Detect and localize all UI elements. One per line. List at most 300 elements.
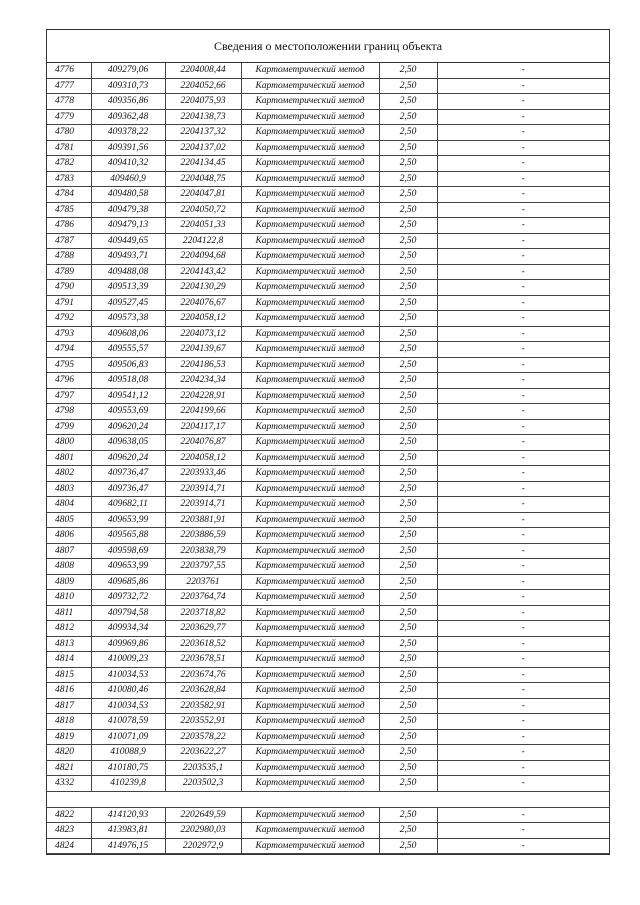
- table-row: [47, 590, 609, 606]
- description: -: [437, 698, 609, 714]
- table-row: [47, 63, 609, 78]
- x-coordinate: 409620,24: [91, 450, 165, 466]
- y-coordinate: 2203838,79: [165, 543, 241, 559]
- method: Картометрический метод: [241, 745, 379, 761]
- accuracy: 2,50: [379, 342, 437, 358]
- y-coordinate: 2203622,27: [165, 745, 241, 761]
- y-coordinate: 2204139,67: [165, 342, 241, 358]
- table-row: [47, 342, 609, 358]
- accuracy: 2,50: [379, 311, 437, 327]
- x-coordinate: 410034,53: [91, 667, 165, 683]
- description: -: [437, 450, 609, 466]
- accuracy: 2,50: [379, 140, 437, 156]
- description: -: [437, 388, 609, 404]
- y-coordinate: 2203578,22: [165, 729, 241, 745]
- method: Картометрический метод: [241, 729, 379, 745]
- accuracy: 2,50: [379, 838, 437, 854]
- table-title: Сведения о местоположении границ объекта: [47, 30, 609, 63]
- y-coordinate: 2203933,46: [165, 466, 241, 482]
- x-coordinate: 410239,8: [91, 776, 165, 792]
- x-coordinate: 409608,06: [91, 326, 165, 342]
- y-coordinate: 2204058,12: [165, 311, 241, 327]
- point-number: 4793: [47, 326, 91, 342]
- description: -: [437, 543, 609, 559]
- x-coordinate: 409493,71: [91, 249, 165, 265]
- description: -: [437, 528, 609, 544]
- y-coordinate: 2204094,68: [165, 249, 241, 265]
- x-coordinate: 409573,38: [91, 311, 165, 327]
- method: Картометрический метод: [241, 838, 379, 854]
- table-row: [47, 652, 609, 668]
- point-number: 4804: [47, 497, 91, 513]
- y-coordinate: 2203718,82: [165, 605, 241, 621]
- description: -: [437, 125, 609, 141]
- point-number: 4818: [47, 714, 91, 730]
- y-coordinate: 2204186,53: [165, 357, 241, 373]
- description: -: [437, 63, 609, 78]
- method: Картометрический метод: [241, 823, 379, 839]
- description: -: [437, 233, 609, 249]
- method: Картометрический метод: [241, 249, 379, 265]
- point-number: 4813: [47, 636, 91, 652]
- point-number: 4802: [47, 466, 91, 482]
- point-number: 4789: [47, 264, 91, 280]
- point-number: 4794: [47, 342, 91, 358]
- table-row: [47, 745, 609, 761]
- table-row: [47, 667, 609, 683]
- point-number: 4823: [47, 823, 91, 839]
- method: Картометрический метод: [241, 497, 379, 513]
- accuracy: 2,50: [379, 295, 437, 311]
- x-coordinate: 409480,58: [91, 187, 165, 203]
- x-coordinate: 409362,48: [91, 109, 165, 125]
- accuracy: 2,50: [379, 404, 437, 420]
- description: -: [437, 94, 609, 110]
- description: -: [437, 636, 609, 652]
- table-row: [47, 481, 609, 497]
- table-row: [47, 466, 609, 482]
- x-coordinate: 409479,13: [91, 218, 165, 234]
- y-coordinate: 2203552,91: [165, 714, 241, 730]
- table-row: [47, 78, 609, 94]
- point-number: 4806: [47, 528, 91, 544]
- table-row: [47, 140, 609, 156]
- accuracy: 2,50: [379, 78, 437, 94]
- method: Картометрический метод: [241, 543, 379, 559]
- accuracy: 2,50: [379, 109, 437, 125]
- method: Картометрический метод: [241, 373, 379, 389]
- point-number: 4776: [47, 63, 91, 78]
- point-number: 4817: [47, 698, 91, 714]
- table-row: [47, 760, 609, 776]
- accuracy: 2,50: [379, 621, 437, 637]
- description: -: [437, 326, 609, 342]
- method: Картометрический метод: [241, 776, 379, 792]
- y-coordinate: 2204234,34: [165, 373, 241, 389]
- method: Картометрический метод: [241, 481, 379, 497]
- description: -: [437, 435, 609, 451]
- description: -: [437, 776, 609, 792]
- accuracy: 2,50: [379, 264, 437, 280]
- table-row: [47, 714, 609, 730]
- method: Картометрический метод: [241, 512, 379, 528]
- accuracy: 2,50: [379, 63, 437, 78]
- method: Картометрический метод: [241, 326, 379, 342]
- description: -: [437, 202, 609, 218]
- table-row: [47, 419, 609, 435]
- point-number: 4795: [47, 357, 91, 373]
- point-number: 4798: [47, 404, 91, 420]
- accuracy: 2,50: [379, 94, 437, 110]
- accuracy: 2,50: [379, 823, 437, 839]
- method: Картометрический метод: [241, 636, 379, 652]
- point-number: 4784: [47, 187, 91, 203]
- description: -: [437, 574, 609, 590]
- description: -: [437, 249, 609, 265]
- method: Картометрический метод: [241, 590, 379, 606]
- table-row: [47, 823, 609, 839]
- y-coordinate: 2203618,52: [165, 636, 241, 652]
- description: -: [437, 466, 609, 482]
- x-coordinate: 409391,56: [91, 140, 165, 156]
- x-coordinate: 409356,86: [91, 94, 165, 110]
- y-coordinate: 2204076,67: [165, 295, 241, 311]
- x-coordinate: 409653,99: [91, 559, 165, 575]
- x-coordinate: 410071,09: [91, 729, 165, 745]
- y-coordinate: 2202649,59: [165, 807, 241, 823]
- x-coordinate: 409685,86: [91, 574, 165, 590]
- point-number: 4783: [47, 171, 91, 187]
- separator-cell: [47, 791, 609, 807]
- description: -: [437, 295, 609, 311]
- y-coordinate: 2204008,44: [165, 63, 241, 78]
- table-row: [47, 404, 609, 420]
- separator-row: [47, 791, 609, 807]
- table-row: [47, 497, 609, 513]
- description: -: [437, 823, 609, 839]
- point-number: 4780: [47, 125, 91, 141]
- method: Картометрический метод: [241, 233, 379, 249]
- x-coordinate: 414976,15: [91, 838, 165, 854]
- table-row: [47, 249, 609, 265]
- accuracy: 2,50: [379, 683, 437, 699]
- description: -: [437, 760, 609, 776]
- accuracy: 2,50: [379, 249, 437, 265]
- accuracy: 2,50: [379, 652, 437, 668]
- accuracy: 2,50: [379, 171, 437, 187]
- x-coordinate: 409479,38: [91, 202, 165, 218]
- point-number: 4786: [47, 218, 91, 234]
- x-coordinate: 409794,58: [91, 605, 165, 621]
- table-row: [47, 388, 609, 404]
- table-row: [47, 109, 609, 125]
- x-coordinate: 409598,69: [91, 543, 165, 559]
- y-coordinate: 2204058,12: [165, 450, 241, 466]
- y-coordinate: 2203914,71: [165, 481, 241, 497]
- table-row: [47, 621, 609, 637]
- method: Картометрический метод: [241, 171, 379, 187]
- y-coordinate: 2204052,66: [165, 78, 241, 94]
- point-number: 4808: [47, 559, 91, 575]
- accuracy: 2,50: [379, 357, 437, 373]
- method: Картометрический метод: [241, 218, 379, 234]
- x-coordinate: 410009,23: [91, 652, 165, 668]
- method: Картометрический метод: [241, 419, 379, 435]
- accuracy: 2,50: [379, 233, 437, 249]
- table-row: [47, 636, 609, 652]
- description: -: [437, 171, 609, 187]
- description: -: [437, 807, 609, 823]
- table-body: [47, 63, 609, 854]
- description: -: [437, 78, 609, 94]
- point-number: 4796: [47, 373, 91, 389]
- accuracy: 2,50: [379, 760, 437, 776]
- table-row: [47, 698, 609, 714]
- x-coordinate: 409460,9: [91, 171, 165, 187]
- accuracy: 2,50: [379, 714, 437, 730]
- method: Картометрический метод: [241, 357, 379, 373]
- method: Картометрический метод: [241, 574, 379, 590]
- point-number: 4822: [47, 807, 91, 823]
- point-number: 4787: [47, 233, 91, 249]
- method: Картометрический метод: [241, 714, 379, 730]
- description: -: [437, 311, 609, 327]
- method: Картометрический метод: [241, 667, 379, 683]
- x-coordinate: 409638,05: [91, 435, 165, 451]
- document-table: [46, 29, 610, 855]
- point-number: 4781: [47, 140, 91, 156]
- method: Картометрический метод: [241, 450, 379, 466]
- x-coordinate: 409653,99: [91, 512, 165, 528]
- point-number: 4820: [47, 745, 91, 761]
- point-number: 4803: [47, 481, 91, 497]
- accuracy: 2,50: [379, 636, 437, 652]
- x-coordinate: 409736,47: [91, 481, 165, 497]
- method: Картометрический метод: [241, 621, 379, 637]
- table-row: [47, 233, 609, 249]
- description: -: [437, 729, 609, 745]
- table-row: [47, 435, 609, 451]
- table-row: [47, 326, 609, 342]
- y-coordinate: 2203881,91: [165, 512, 241, 528]
- accuracy: 2,50: [379, 528, 437, 544]
- accuracy: 2,50: [379, 574, 437, 590]
- table-row: [47, 125, 609, 141]
- y-coordinate: 2204137,32: [165, 125, 241, 141]
- y-coordinate: 2203761: [165, 574, 241, 590]
- method: Картометрический метод: [241, 109, 379, 125]
- y-coordinate: 2203678,51: [165, 652, 241, 668]
- accuracy: 2,50: [379, 729, 437, 745]
- x-coordinate: 409310,73: [91, 78, 165, 94]
- description: -: [437, 667, 609, 683]
- point-number: 4815: [47, 667, 91, 683]
- x-coordinate: 409279,06: [91, 63, 165, 78]
- method: Картометрический метод: [241, 311, 379, 327]
- y-coordinate: 2204138,73: [165, 109, 241, 125]
- description: -: [437, 280, 609, 296]
- description: -: [437, 497, 609, 513]
- description: -: [437, 357, 609, 373]
- accuracy: 2,50: [379, 590, 437, 606]
- description: -: [437, 342, 609, 358]
- method: Картометрический метод: [241, 652, 379, 668]
- accuracy: 2,50: [379, 202, 437, 218]
- description: -: [437, 590, 609, 606]
- y-coordinate: 2204050,72: [165, 202, 241, 218]
- accuracy: 2,50: [379, 807, 437, 823]
- table-row: [47, 512, 609, 528]
- y-coordinate: 2204073,12: [165, 326, 241, 342]
- point-number: 4782: [47, 156, 91, 172]
- method: Картометрический метод: [241, 202, 379, 218]
- x-coordinate: 413983,81: [91, 823, 165, 839]
- table-row: [47, 776, 609, 792]
- point-number: 4812: [47, 621, 91, 637]
- method: Картометрический метод: [241, 605, 379, 621]
- description: -: [437, 714, 609, 730]
- description: -: [437, 109, 609, 125]
- method: Картометрический метод: [241, 807, 379, 823]
- accuracy: 2,50: [379, 125, 437, 141]
- y-coordinate: 2204134,45: [165, 156, 241, 172]
- boundary-points-table: [47, 63, 609, 854]
- description: -: [437, 264, 609, 280]
- x-coordinate: 414120,93: [91, 807, 165, 823]
- accuracy: 2,50: [379, 373, 437, 389]
- table-row: [47, 94, 609, 110]
- description: -: [437, 621, 609, 637]
- table-row: [47, 280, 609, 296]
- table-row: [47, 838, 609, 854]
- point-number: 4790: [47, 280, 91, 296]
- point-number: 4777: [47, 78, 91, 94]
- table-row: [47, 807, 609, 823]
- point-number: 4821: [47, 760, 91, 776]
- x-coordinate: 409527,45: [91, 295, 165, 311]
- table-row: [47, 218, 609, 234]
- description: -: [437, 140, 609, 156]
- method: Картометрический метод: [241, 280, 379, 296]
- method: Картометрический метод: [241, 295, 379, 311]
- y-coordinate: 2203628,84: [165, 683, 241, 699]
- accuracy: 2,50: [379, 667, 437, 683]
- y-coordinate: 2204199,66: [165, 404, 241, 420]
- x-coordinate: 409565,88: [91, 528, 165, 544]
- method: Картометрический метод: [241, 698, 379, 714]
- method: Картометрический метод: [241, 140, 379, 156]
- y-coordinate: 2203914,71: [165, 497, 241, 513]
- method: Картометрический метод: [241, 559, 379, 575]
- point-number: 4788: [47, 249, 91, 265]
- accuracy: 2,50: [379, 776, 437, 792]
- accuracy: 2,50: [379, 326, 437, 342]
- accuracy: 2,50: [379, 481, 437, 497]
- y-coordinate: 2204048,75: [165, 171, 241, 187]
- description: -: [437, 512, 609, 528]
- table-row: [47, 528, 609, 544]
- table-row: [47, 373, 609, 389]
- x-coordinate: 409736,47: [91, 466, 165, 482]
- x-coordinate: 409513,39: [91, 280, 165, 296]
- method: Картометрический метод: [241, 78, 379, 94]
- x-coordinate: 409934,34: [91, 621, 165, 637]
- table-row: [47, 295, 609, 311]
- accuracy: 2,50: [379, 156, 437, 172]
- accuracy: 2,50: [379, 698, 437, 714]
- table-row: [47, 156, 609, 172]
- point-number: 4807: [47, 543, 91, 559]
- table-row: [47, 559, 609, 575]
- x-coordinate: 409378,22: [91, 125, 165, 141]
- x-coordinate: 409488,08: [91, 264, 165, 280]
- point-number: 4810: [47, 590, 91, 606]
- x-coordinate: 409541,12: [91, 388, 165, 404]
- y-coordinate: 2203797,55: [165, 559, 241, 575]
- point-number: 4778: [47, 94, 91, 110]
- description: -: [437, 373, 609, 389]
- table-row: [47, 202, 609, 218]
- point-number: 4819: [47, 729, 91, 745]
- accuracy: 2,50: [379, 466, 437, 482]
- accuracy: 2,50: [379, 450, 437, 466]
- x-coordinate: 409506,83: [91, 357, 165, 373]
- table-row: [47, 171, 609, 187]
- y-coordinate: 2204228,91: [165, 388, 241, 404]
- x-coordinate: 409449,65: [91, 233, 165, 249]
- method: Картометрический метод: [241, 404, 379, 420]
- point-number: 4805: [47, 512, 91, 528]
- description: -: [437, 218, 609, 234]
- y-coordinate: 2204122,8: [165, 233, 241, 249]
- method: Картометрический метод: [241, 683, 379, 699]
- description: -: [437, 745, 609, 761]
- table-row: [47, 605, 609, 621]
- description: -: [437, 187, 609, 203]
- x-coordinate: 409410,32: [91, 156, 165, 172]
- point-number: 4799: [47, 419, 91, 435]
- point-number: 4824: [47, 838, 91, 854]
- point-number: 4816: [47, 683, 91, 699]
- method: Картометрический метод: [241, 187, 379, 203]
- point-number: 4797: [47, 388, 91, 404]
- point-number: 4809: [47, 574, 91, 590]
- x-coordinate: 410080,46: [91, 683, 165, 699]
- description: -: [437, 652, 609, 668]
- table-row: [47, 264, 609, 280]
- table-row: [47, 683, 609, 699]
- point-number: 4811: [47, 605, 91, 621]
- y-coordinate: 2203764,74: [165, 590, 241, 606]
- description: -: [437, 481, 609, 497]
- x-coordinate: 409682,11: [91, 497, 165, 513]
- description: -: [437, 605, 609, 621]
- accuracy: 2,50: [379, 419, 437, 435]
- x-coordinate: 409620,24: [91, 419, 165, 435]
- table-row: [47, 357, 609, 373]
- y-coordinate: 2203502,3: [165, 776, 241, 792]
- method: Картометрический метод: [241, 156, 379, 172]
- accuracy: 2,50: [379, 543, 437, 559]
- accuracy: 2,50: [379, 187, 437, 203]
- point-number: 4791: [47, 295, 91, 311]
- x-coordinate: 410088,9: [91, 745, 165, 761]
- y-coordinate: 2203629,77: [165, 621, 241, 637]
- y-coordinate: 2204075,93: [165, 94, 241, 110]
- table-row: [47, 574, 609, 590]
- method: Картометрический метод: [241, 264, 379, 280]
- accuracy: 2,50: [379, 435, 437, 451]
